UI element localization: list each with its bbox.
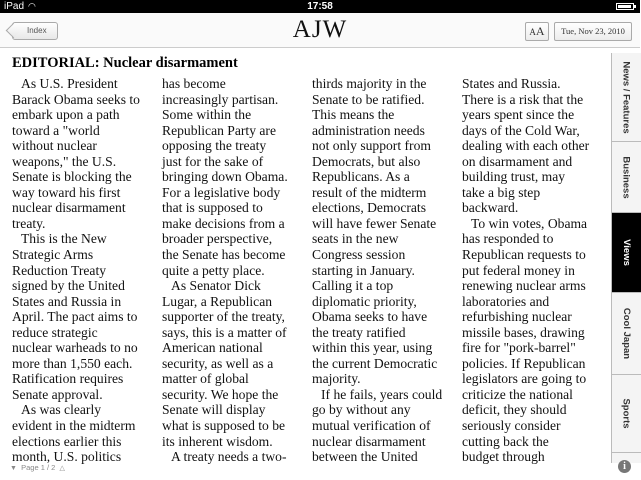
article-line: without nuclear — [12, 138, 97, 154]
article-line: majority. — [312, 371, 361, 387]
article-line: starting in January. — [312, 262, 415, 278]
article-line: put federal money in — [462, 262, 575, 278]
article-line: has become — [162, 76, 226, 91]
article-line: mutual verification of — [312, 418, 431, 434]
article-line: elections earlier this — [12, 433, 122, 449]
article-line: its inherent wisdom. — [162, 433, 273, 449]
article-line: opposing the treaty — [162, 138, 267, 154]
article-line: missile bases, drawing — [462, 324, 585, 340]
triangle-down-icon[interactable]: ▼ — [10, 465, 17, 472]
article-line: dealing with each other — [462, 138, 590, 154]
article-line: As was clearly — [21, 402, 102, 418]
article-line: nuclear disarmament — [12, 200, 126, 216]
issue-date[interactable]: Tue, Nov 23, 2010 — [554, 22, 632, 41]
article-line: weapons," the U.S. — [12, 153, 117, 169]
article-line: says, this is a matter of — [162, 324, 287, 340]
article-line: just for the sake of — [162, 153, 264, 169]
article-line: backward. — [462, 200, 519, 216]
wifi-icon: ◠ — [28, 1, 36, 11]
article-line: toward a "world — [12, 122, 100, 138]
article-line: reduce strategic — [12, 324, 98, 340]
article-line: nuclear disarmament — [312, 433, 426, 449]
status-bar — [0, 0, 640, 13]
article-line: Republican requests to — [462, 247, 586, 263]
article-line: will have fewer Senate — [312, 215, 437, 231]
article-line: broader perspective, — [162, 231, 273, 247]
article-line: on disarmament and — [462, 153, 573, 169]
triangle-up-icon[interactable]: △ — [59, 465, 65, 472]
article-line: There is a risk that the — [462, 91, 584, 107]
article-line: way toward his first — [12, 184, 121, 200]
tab-sports[interactable]: Sports — [612, 375, 641, 453]
article-line: As Senator Dick — [171, 278, 261, 294]
font-size-small-glyph: A — [529, 27, 536, 37]
article-line: matter of global — [162, 371, 249, 387]
article-line: criticize the national — [462, 386, 573, 402]
article-line: Senate will display — [162, 402, 266, 418]
article-line: nuclear warheads to no — [12, 340, 138, 356]
article-line: laboratories and — [462, 293, 550, 309]
article-line: elections, Democrats — [312, 200, 426, 216]
article-line: Lugar, a Republican — [162, 293, 273, 309]
article-line: States and Russia in — [12, 293, 122, 309]
article-column-4 — [462, 76, 612, 465]
article-line: April. The pact aims to — [12, 309, 138, 325]
article-line: security, as well as a — [162, 355, 274, 371]
article-line: security. We hope the — [162, 386, 279, 402]
article-line: supporter of the treaty, — [162, 309, 285, 325]
article-line: what is supposed to be — [162, 418, 286, 434]
article-column-2 — [162, 76, 312, 465]
font-size-large-glyph: A — [535, 24, 545, 38]
article-line: States and Russia. — [462, 76, 561, 91]
tab-news-features[interactable]: News / Features — [612, 53, 641, 142]
article-line: more than 1,550 each. — [12, 355, 133, 371]
article-line: Senate to be ratified. — [312, 91, 425, 107]
info-icon[interactable]: i — [618, 460, 631, 473]
article-line: This means the — [312, 107, 395, 123]
article-line: seriously consider — [462, 418, 561, 434]
article-line: building trust, may — [462, 169, 566, 185]
article-line: the Senate has become — [162, 247, 286, 263]
article-line: To win votes, Obama — [471, 215, 588, 231]
device-label: iPad — [4, 1, 25, 12]
article-column-1 — [12, 76, 162, 465]
article-line: This is the New — [21, 231, 107, 247]
article-line: has responded to — [462, 231, 554, 247]
article-line: the current Democratic — [312, 355, 438, 371]
page-indicator: Page 1 / 2 — [21, 463, 56, 472]
article-line: the treaty ratified — [312, 324, 406, 340]
tab-views[interactable]: Views — [612, 213, 641, 293]
article-line: seats in the new — [312, 231, 399, 247]
article-line: signed by the United — [12, 278, 125, 294]
article-line: renewing nuclear arms — [462, 278, 586, 294]
article-line: cutting back the — [462, 433, 549, 449]
article-line: Republican Party are — [162, 122, 276, 138]
footer-bar — [0, 456, 640, 480]
article-line: within this year, using — [312, 340, 433, 356]
battery-icon — [616, 3, 634, 10]
article-line: A treaty needs a two- — [171, 449, 287, 465]
article-line: treaty. — [12, 215, 46, 231]
article-line: administration needs — [312, 122, 425, 138]
article-line: embark upon a path — [12, 107, 120, 123]
tab-business[interactable]: Business — [612, 142, 641, 213]
article-line: days of the Cold War, — [462, 122, 580, 138]
tab-cool-japan[interactable]: Cool Japan — [612, 293, 641, 375]
article-line: evident in the midterm — [12, 418, 136, 434]
article-line: fire for "pork-barrel" — [462, 340, 576, 356]
article-line: Senate is blocking the — [12, 169, 132, 185]
article-line: bringing down Obama. — [162, 169, 288, 185]
article-line: diplomatic priority, — [312, 293, 417, 309]
article-line: quite a petty place. — [162, 262, 265, 278]
article-line: Ratification requires — [12, 371, 124, 387]
article-line: policies. If Republican — [462, 355, 586, 371]
article-line: Some within the — [162, 107, 252, 123]
article-line: Barack Obama seeks to — [12, 91, 140, 107]
index-back-button[interactable]: Index — [12, 22, 58, 40]
article-line: Senate approval. — [12, 386, 103, 402]
article-line: not only support from — [312, 138, 431, 154]
article-line: As U.S. President — [21, 76, 118, 91]
article-line: Congress session — [312, 247, 406, 263]
article-line: American national — [162, 340, 263, 356]
article-line: refurbishing nuclear — [462, 309, 572, 325]
article-line: take a big step — [462, 184, 541, 200]
article-line: Republicans. As a — [312, 169, 410, 185]
article-headline: EDITORIAL: Nuclear disarmament — [12, 55, 238, 71]
article-line: Democrats, but also — [312, 153, 421, 169]
pager — [10, 463, 65, 472]
article-line: Reduction Treaty — [12, 262, 107, 278]
article-line: go by without any — [312, 402, 411, 418]
article-line: between the United — [312, 449, 418, 465]
article-line: Strategic Arms — [12, 247, 94, 263]
masthead-title: AJW — [292, 16, 348, 43]
article-line: For a legislative body — [162, 184, 281, 200]
section-tabs — [611, 53, 641, 463]
article-line: budget through — [462, 449, 545, 465]
article-line: deficit, they should — [462, 402, 567, 418]
article-line: thirds majority in the — [312, 76, 427, 91]
article-line: that is supposed to — [162, 200, 263, 216]
article-line: increasingly partisan. — [162, 91, 279, 107]
article-line: month, U.S. politics — [12, 449, 122, 465]
article-line: If he fails, years could — [321, 386, 443, 402]
article-line: make decisions from a — [162, 215, 285, 231]
article-line: years spent since the — [462, 107, 575, 123]
top-bar — [0, 13, 640, 48]
article-column-3 — [312, 76, 462, 465]
font-size-button[interactable] — [525, 22, 549, 41]
article-line: legislators are going to — [462, 371, 587, 387]
article-line: Calling it a top — [312, 278, 394, 294]
article-line: Obama seeks to have — [312, 309, 428, 325]
clock: 17:58 — [307, 1, 333, 12]
article-line: result of the midterm — [312, 184, 427, 200]
